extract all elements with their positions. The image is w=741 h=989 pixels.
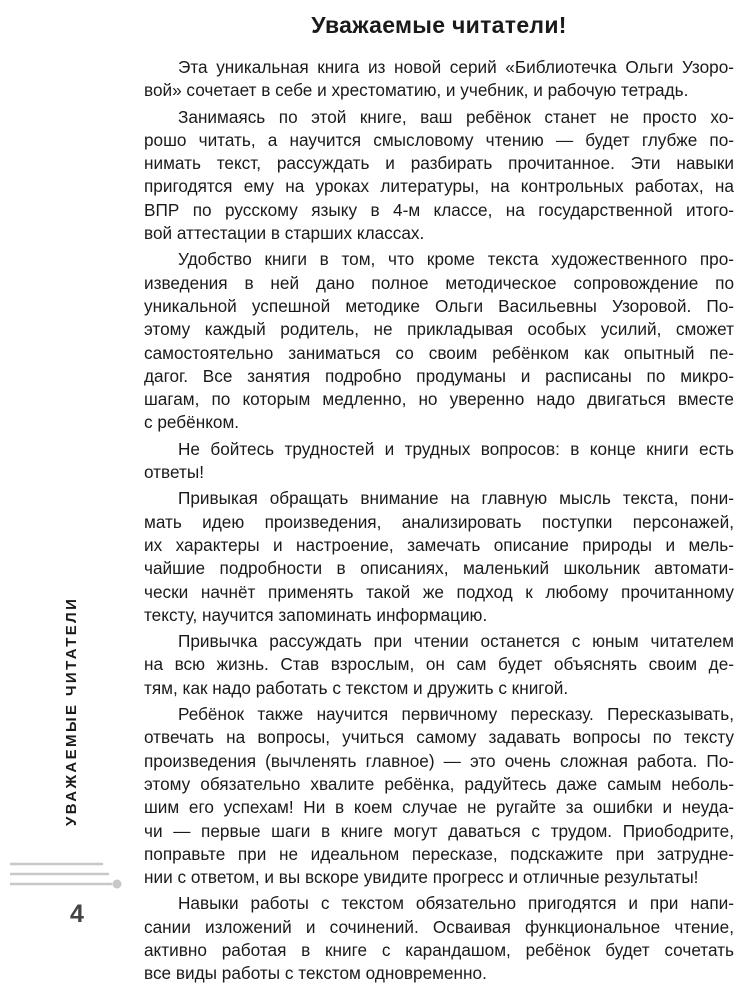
paragraph xyxy=(144,56,734,103)
text-line: шагам, по которым медленно, но уверенно надо двигаться вместе xyxy=(144,389,734,410)
text-line: ВПР по русскому языку в 4-м классе, на государственной итого- xyxy=(144,199,734,220)
text-line: произведения (вычленять главное) — это очень сложная работа. По- xyxy=(144,750,734,771)
paragraph xyxy=(144,106,734,246)
text-line: с ребёнком. xyxy=(144,412,240,433)
text-line: их характеры и настроение, замечать описание природы и мель- xyxy=(144,534,734,555)
paragraph xyxy=(144,892,734,985)
text-line: Эта уникальная книга из новой серий «Библиотечка Ольги Узоро- xyxy=(178,57,734,77)
text-line: чески начнёт применять такой же подход к любому прочитанному xyxy=(144,581,734,602)
text-line: Не бойтесь трудностей и трудных вопросов: в конце книги есть xyxy=(178,438,734,459)
text-line: изведения в ней дано полное методическое сопровождение по xyxy=(144,272,734,293)
text-line: отвечать на вопросы, учиться самому задавать вопросы по тексту xyxy=(144,727,734,748)
text-line: Навыки работы с текстом обязательно пригодятся и при напи- xyxy=(178,893,734,914)
text-line: вой аттестации в старших классах. xyxy=(144,223,425,244)
text-line: тям, как надо работать с текстом и дружить с книгой. xyxy=(144,677,569,698)
paragraph xyxy=(144,438,734,485)
decorative-lines xyxy=(10,860,125,896)
text-line: дагог. Все занятия подробно продуманы и расписаны по микро- xyxy=(144,365,734,386)
text-line: активно работая в книге с карандашом, ребёнок будет сочетать xyxy=(144,939,734,960)
text-line: нии с ответом, и вы вскоре увидите прогресс и отличные результаты! xyxy=(144,867,699,888)
text-line: Удобство книги в том, что кроме текста художественного про- xyxy=(178,249,734,270)
paragraph xyxy=(144,248,734,434)
paragraph xyxy=(144,630,734,700)
text-line: ответы! xyxy=(144,462,204,483)
text-line: чайшие подробности в описаниях, маленький школьник автомати- xyxy=(144,558,734,579)
page-title: Уважаемые читатели! xyxy=(311,12,567,38)
text-line: чи — первые шаги в книге могут даваться с трудом. Приободрите, xyxy=(144,820,734,841)
text-line: нимать текст, рассуждать и разбирать прочитанное. Эти навыки xyxy=(144,153,734,174)
text-line: самостоятельно заниматься со своим ребёнком как опытный пе- xyxy=(144,342,734,363)
text-line: рошо читать, а научится смысловому чтению — будет глубже по- xyxy=(144,129,734,150)
text-line: этому обязательно хвалите ребёнка, радуйтесь даже самым неболь- xyxy=(144,773,734,794)
text-line: сании изложений и сочинений. Осваивая функциональное чтение, xyxy=(144,916,734,937)
side-label: УВАЖАЕМЫЕ ЧИТАТЕЛИ xyxy=(63,596,80,826)
text-line: мать идею произведения, анализировать поступки персонажей, xyxy=(144,511,734,532)
page-number: 4 xyxy=(70,900,84,928)
text-line: пригодятся ему на уроках литературы, на контрольных работах, на xyxy=(144,176,734,197)
paragraph xyxy=(144,487,734,627)
text-line: тексту, научится запоминать информацию. xyxy=(144,604,488,625)
text-line: этому каждый родитель, не прикладывая особых усилий, сможет xyxy=(144,319,734,340)
text-line: шим его успехам! Ни в коем случае не ругайте за ошибки и неуда- xyxy=(144,797,734,818)
text-line: поправьте при не идеальном пересказе, подскажите при затрудне- xyxy=(144,843,734,864)
body-text xyxy=(144,56,734,989)
text-line: Занимаясь по этой книге, ваш ребёнок станет не просто хо- xyxy=(178,106,734,127)
paragraph xyxy=(144,703,734,889)
text-line: все виды работы с текстом одновременно. xyxy=(144,963,487,984)
text-line: Привычка рассуждать при чтении останется с юным читателем xyxy=(178,631,734,652)
text-line: уникальной успешной методике Ольги Васильевны Узоровой. По- xyxy=(144,295,734,316)
text-line: Привыкая обращать внимание на главную мысль текста, пони- xyxy=(178,488,734,509)
text-line: вой» сочетает в себе и хрестоматию, и учебник, и рабочую тетрадь. xyxy=(144,80,689,101)
text-line: на всю жизнь. Став взрослым, он сам будет объяснять своим де- xyxy=(144,654,734,675)
text-line: Ребёнок также научится первичному пересказу. Пересказывать, xyxy=(178,704,734,725)
